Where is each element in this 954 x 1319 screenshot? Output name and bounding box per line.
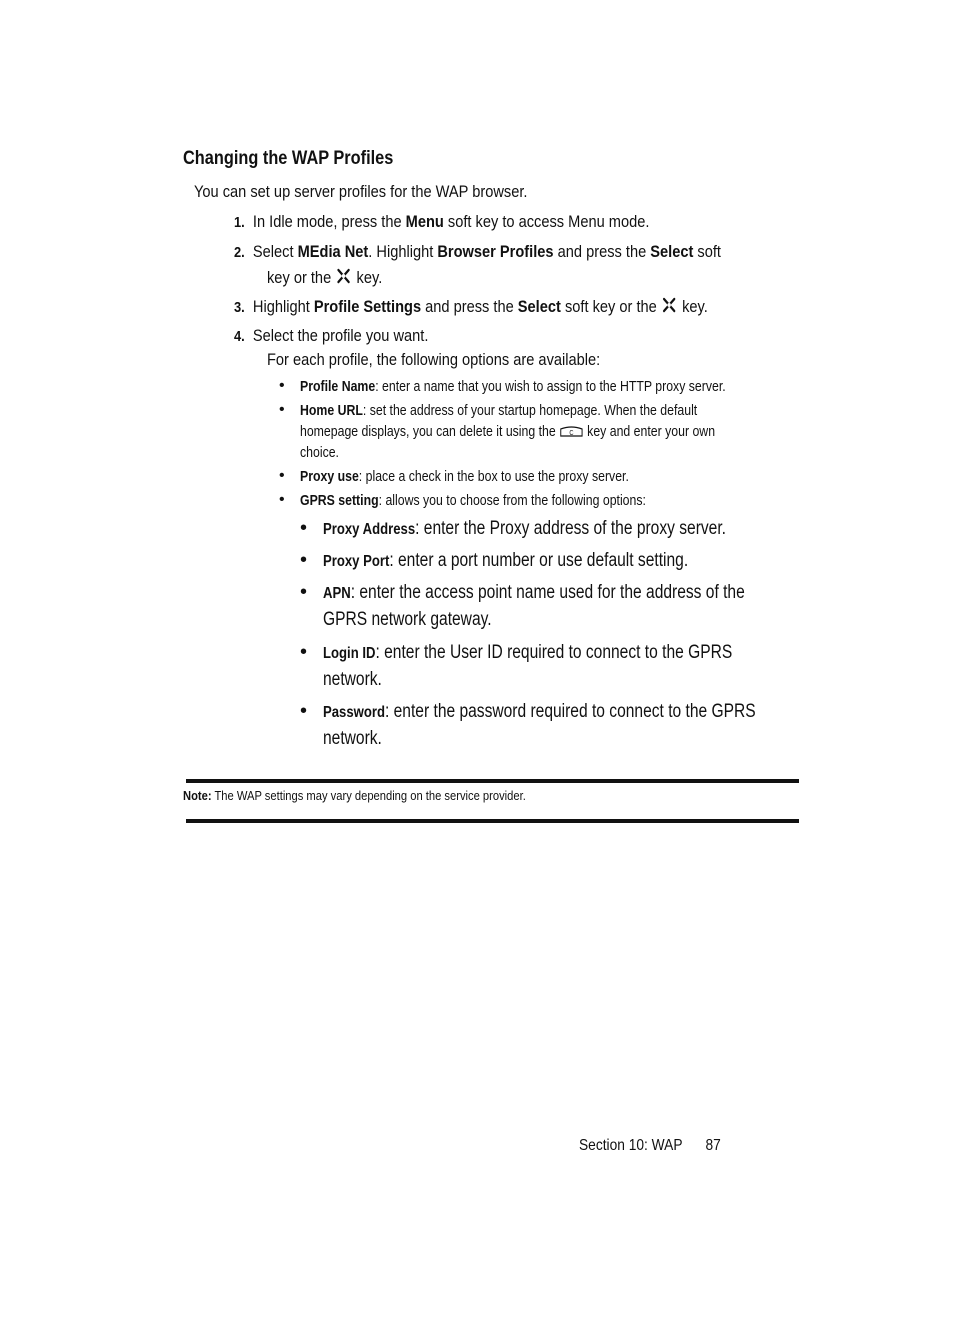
footer-section: Section 10: WAP [579, 1137, 683, 1154]
option-home-url-line-3: choice. [300, 444, 339, 461]
gprs-option-proxy-port: Proxy Port: enter a port number or use default setting. [323, 550, 689, 571]
gprs-option-apn-line-2: GPRS network gateway. [323, 609, 492, 630]
clear-key-icon [559, 424, 584, 438]
bullet-dot: • [279, 491, 285, 508]
page-footer [579, 1137, 721, 1155]
note-bottom-rule [186, 819, 799, 823]
bullet-dot: • [279, 377, 285, 394]
gprs-option-login-id-line-2: network. [323, 669, 382, 690]
bullet-dot: • [279, 467, 285, 484]
step-number: 4. [234, 328, 245, 345]
step-3: 3. Highlight Profile Settings and press the Select soft key or the key. [234, 297, 708, 316]
bullet-dot: • [300, 549, 308, 571]
option-home-url: Home URL: set the address of your startup homepage. When the default [300, 402, 698, 419]
gprs-option-proxy-address: Proxy Address: enter the Proxy address of the proxy server. [323, 518, 727, 539]
note: Note: The WAP settings may vary depending on the service provider. [183, 788, 526, 803]
step-1: 1. In Idle mode, press the Menu soft key to access Menu mode. [234, 212, 650, 231]
option-profile-name: Profile Name: enter a name that you wish to assign to the HTTP proxy server. [300, 378, 726, 395]
gprs-option-login-id: Login ID: enter the User ID required to connect to the GPRS [323, 642, 733, 663]
bullet-dot: • [300, 517, 308, 539]
gprs-option-apn: APN: enter the access point name used for the address of the [323, 582, 745, 603]
bullet-dot: • [300, 700, 308, 722]
bullet-dot: • [300, 581, 308, 603]
step-2-line-2: key or the key. [267, 268, 383, 287]
intro-text: You can set up server profiles for the WAP browser. [194, 182, 528, 201]
svg-text:C: C [569, 429, 574, 438]
gprs-option-password-line-2: network. [323, 728, 382, 749]
step-number: 2. [234, 244, 245, 261]
step-number: 3. [234, 299, 245, 316]
step-2: 2. Select MEdia Net. Highlight Browser Profiles and press the Select soft [234, 242, 721, 261]
option-proxy-use: Proxy use: place a check in the box to use the proxy server. [300, 468, 629, 485]
option-home-url-line-2: homepage displays, you can delete it using the C key and enter your own [300, 423, 716, 440]
bullet-dot: • [279, 401, 285, 418]
step-4: 4. Select the profile you want. [234, 326, 429, 345]
bullet-dot: • [300, 641, 308, 663]
select-key-icon [335, 267, 352, 285]
section-heading: Changing the WAP Profiles [183, 148, 394, 169]
page-number: 87 [705, 1137, 721, 1154]
select-key-icon [661, 296, 678, 314]
gprs-option-password: Password: enter the password required to connect to the GPRS [323, 701, 756, 722]
note-top-rule [186, 779, 799, 783]
option-gprs-setting: GPRS setting: allows you to choose from the following options: [300, 492, 646, 509]
step-number: 1. [234, 214, 245, 231]
step-4-line-2: For each profile, the following options are available: [267, 350, 601, 369]
